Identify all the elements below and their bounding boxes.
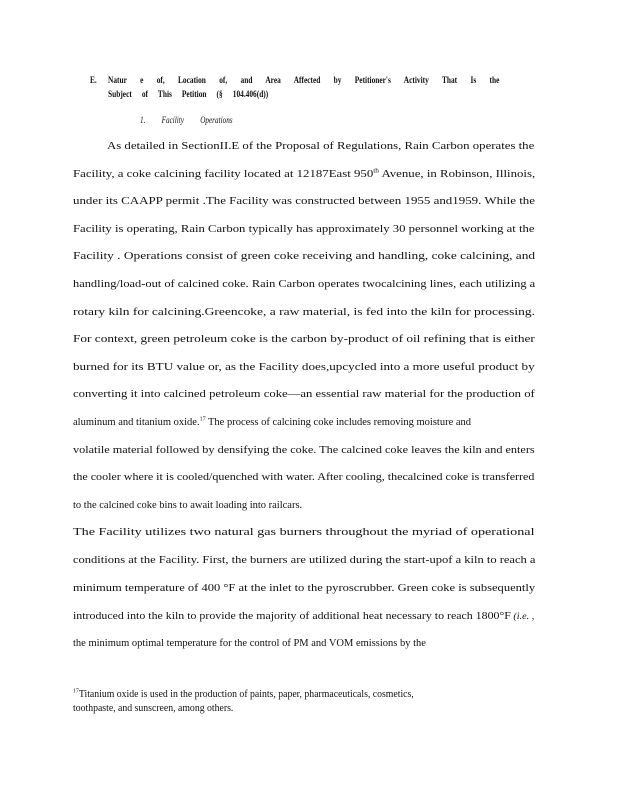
- body-line-text: the minimum optimal temperature for the control of PM and VOM emissions by the: [73, 637, 426, 649]
- body-line: [73, 195, 535, 209]
- body-line: [73, 526, 535, 540]
- body-line-text: converting it into calcined petroleum coke—an essential raw material for the production of: [73, 389, 535, 401]
- body-line-text: As detailed in SectionII.E of the Proposal of Regulations, Rain Carbon operates the: [107, 141, 535, 152]
- body-line: [107, 140, 534, 154]
- body-line: [73, 416, 471, 430]
- body-line: [73, 499, 302, 513]
- footnote-marker: 17: [73, 688, 79, 695]
- footnote-line-1: [73, 688, 503, 702]
- body-line: [73, 609, 534, 623]
- footnote-text-1: Titanium oxide is used in the production of paints, paper, pharmaceuticals, cosmetics,: [78, 689, 414, 700]
- body-line: [73, 388, 535, 402]
- body-line: [73, 278, 535, 292]
- body-line-text: For context, green petroleum coke is the carbon by-product of oil refining that is either: [73, 334, 535, 346]
- body-line-text-italic: (i.e. ,: [510, 611, 535, 622]
- body-line-text: handling/load-out of calcined coke. Rain Carbon operates twocalcining lines, each utilizing a: [73, 279, 536, 290]
- body-line-text-after: The process of calcining coke includes removing moisture and: [205, 417, 472, 428]
- body-line-text: rotary kiln for calcining.Greencoke, a raw material, is fed into the kiln for processing.: [73, 306, 536, 318]
- body-line-text-after: Avenue, in Robinson, Illinois,: [378, 168, 536, 180]
- body-line-text: Facility is operating, Rain Carbon typically has approximately 30 personnel working at the: [73, 223, 535, 235]
- body-line-text: the cooler where it is cooled/quenched with water. After cooling, thecalcined coke is transferred: [73, 472, 535, 484]
- footnote-line-2: toothpaste, and sunscreen, among others.: [73, 703, 234, 714]
- subsection-heading: 1. Facility Operations: [140, 115, 233, 125]
- body-line: [73, 333, 535, 347]
- body-line: [73, 637, 426, 651]
- superscript: th: [373, 168, 379, 175]
- body-line: [73, 582, 535, 596]
- section-label: E.: [90, 75, 97, 85]
- body-line-text: introduced into the kiln to provide the majority of additional heat necessary to reach 1800°F: [73, 611, 511, 623]
- section-heading-line-2: Subject of This Petition (§ 104.406(d)): [108, 89, 269, 99]
- body-line: [73, 223, 534, 237]
- body-line-text: minimum temperature of 400 °F at the inlet to the pyroscrubber. Green coke is subsequently: [73, 582, 536, 594]
- body-line-text: Facility . Operations consist of green coke receiving and handling, coke calcining, and: [73, 251, 536, 263]
- body-line: [73, 168, 535, 182]
- body-line: [73, 361, 535, 375]
- superscript: 17: [199, 416, 206, 423]
- body-line-text: aluminum and titanium oxide.: [73, 417, 200, 428]
- body-line: [73, 250, 535, 264]
- body-line-text: under its CAAPP permit .The Facility was constructed between 1955 and1959. While the: [73, 196, 536, 208]
- body-line-text: burned for its BTU value or, as the Facility does,upcycled into a more useful product by: [73, 361, 535, 373]
- body-line-text: to the calcined coke bins to await loading into railcars.: [73, 499, 303, 511]
- footnote: [73, 688, 513, 716]
- section-heading-line-1: Natur e of, Location of, and Area Affected by Petitioner's Activity That Is the: [108, 75, 500, 85]
- body-line-text: The Facility utilizes two natural gas burners throughout the myriad of operational: [73, 527, 535, 539]
- body-line: [73, 471, 534, 485]
- body-line: [73, 306, 535, 320]
- body-line-text: volatile material followed by densifying the coke. The calcined coke leaves the kiln and enters: [73, 444, 535, 456]
- body-line-text: Facility, a coke calcining facility located at 12187East 950: [73, 168, 374, 180]
- body-line: [73, 554, 535, 568]
- body-line-text: conditions at the Facility. First, the burners are utilized during the start-upof a kiln to reach a: [73, 555, 536, 566]
- body-line: [73, 444, 535, 458]
